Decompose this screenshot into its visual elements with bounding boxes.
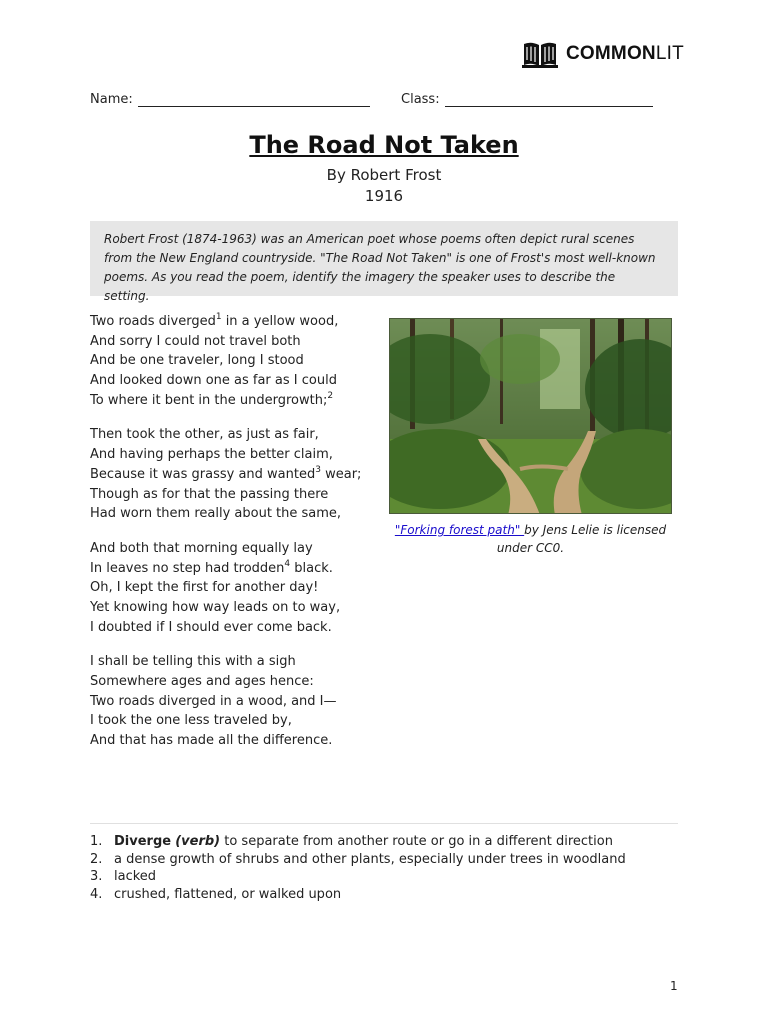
class-line[interactable] [445,93,653,107]
poem-line [0,465,380,485]
footnote-definition: lacked [114,869,157,885]
byline: By Robert Frost [326,166,442,184]
line-text-tail: wear; [320,466,362,482]
poem-line [0,504,380,524]
poem-line [0,618,380,638]
class-label: Class: [401,92,440,107]
footnote-text [114,851,626,869]
line-text-main: Then took the other, as just as fair, [90,427,319,443]
line-text [90,598,340,618]
line-text-main: Two roads diverged [90,314,216,329]
forest-path-photo [389,318,672,514]
line-text-main: I took the one less traveled by, [90,713,292,729]
line-text [90,618,332,638]
line-text-main: And be one traveler, long I stood [90,353,304,369]
line-text-main: I doubted if I should ever come back. [90,619,332,635]
line-text-main: Had worn them really about the same, [90,506,342,522]
footnotes [90,833,690,904]
footnote-marker[interactable]: 4 [284,558,291,569]
page-title: The Road Not Taken [249,131,519,159]
poem-line [0,371,380,391]
line-text [90,652,296,672]
line-text-main: And both that morning equally lay [90,540,313,556]
line-text [90,578,318,598]
line-text-main: And sorry I could not travel both [90,333,301,349]
footnote-number: 4. [90,887,103,903]
line-text [90,711,292,731]
poem-line [0,672,380,692]
line-text [90,504,341,524]
line-text [90,559,333,579]
stanza-gap [0,410,380,425]
footnote-text [114,886,341,904]
footnote-item [90,851,690,869]
line-text [90,391,333,411]
name-line[interactable] [138,93,370,107]
footnote-definition: crushed, flattened, or walked upon [114,887,342,903]
footnote-text [114,833,613,851]
footnote-definition: a dense growth of shrubs and other plants, especially under trees in woodland [114,851,626,867]
line-text [90,312,338,332]
line-text-main: Though as for that the passing there [90,486,329,502]
footnote-item [90,886,690,904]
line-text-main: And that has made all the difference. [90,733,333,749]
intro-box: Robert Frost (1874-1963) was an American poet whose poems often depict rural scenes from the New England countryside. "The Road Not Taken" is one of Frost's most well-known poems. As you read the poem, identify the imagery the speaker uses to describe the setting. [90,221,678,296]
footnote-item [90,868,690,886]
poem-line [0,445,380,465]
stanza-gap [0,637,380,652]
line-text-tail: in a yellow wood, [221,314,339,329]
page-number: 1 [670,979,678,993]
line-text-main: I shall be telling this with a sigh [90,654,296,670]
footnote-divider [90,823,678,824]
footnote-marker[interactable]: 2 [327,390,334,401]
line-text [90,332,301,352]
open-book-icon [522,40,558,68]
line-text [90,731,332,751]
poem-line [0,559,380,579]
footnote-text [114,868,156,886]
line-text [90,371,337,391]
line-text-main: And looked down one as far as I could [90,373,337,389]
commonlit-logo [522,40,684,68]
line-text-main: And having perhaps the better claim, [90,447,333,463]
line-text [90,672,314,692]
line-text-main: Two roads diverged in a wood, and I— [90,693,337,709]
poem-line [0,598,380,618]
line-text [90,485,328,505]
logo-text-bold: COMMON [566,43,656,64]
poem-line [0,652,380,672]
footnote-term: Diverge [114,834,172,849]
poem [0,312,380,751]
footnote-number: 3. [90,869,103,885]
photo-credit-link[interactable]: "Forking forest path" [394,523,525,537]
photo-caption [389,521,672,557]
poem-line [0,425,380,445]
footnote-definition: to separate from another route or go in a different direction [220,834,613,849]
line-text-tail: black. [290,560,333,576]
line-text-main: Somewhere ages and ages hence: [90,674,314,689]
photo-credit-text: by Jens Lelie is licensed under CC0. [496,523,667,555]
line-text-main: Yet knowing how way leads on to way, [90,599,341,615]
footnote-part-of-speech: (verb) [175,834,221,849]
poem-line [0,485,380,505]
footnote-number: 2. [90,851,103,867]
poem-line [0,731,380,751]
poem-line [0,711,380,731]
line-text [90,692,337,712]
name-label: Name: [90,92,133,107]
poem-line [0,578,380,598]
class-field[interactable] [401,92,653,107]
line-text [90,539,313,559]
footnote-marker[interactable]: 1 [215,312,222,322]
logo-text [566,43,684,65]
line-text [90,445,333,465]
name-field[interactable] [90,92,370,107]
line-text-main: Oh, I kept the first for another day! [90,580,319,596]
line-text-main: In leaves no step had trodden [90,560,285,576]
poem-line [0,391,380,411]
line-text [90,465,361,485]
line-text [90,425,319,445]
poem-line [0,351,380,371]
poem-line [0,692,380,712]
line-text-main: To where it bent in the undergrowth; [90,392,328,408]
stanza-gap [0,524,380,539]
publication-year: 1916 [364,187,404,205]
line-text [90,351,304,371]
line-text-main: Because it was grassy and wanted [90,466,316,482]
poem-line [0,539,380,559]
poem-line [0,312,380,332]
footnote-number: 1. [90,834,103,849]
footnote-item [90,833,690,851]
logo-text-light: LIT [655,43,684,64]
poem-line [0,332,380,352]
footnote-marker[interactable]: 3 [315,464,321,475]
